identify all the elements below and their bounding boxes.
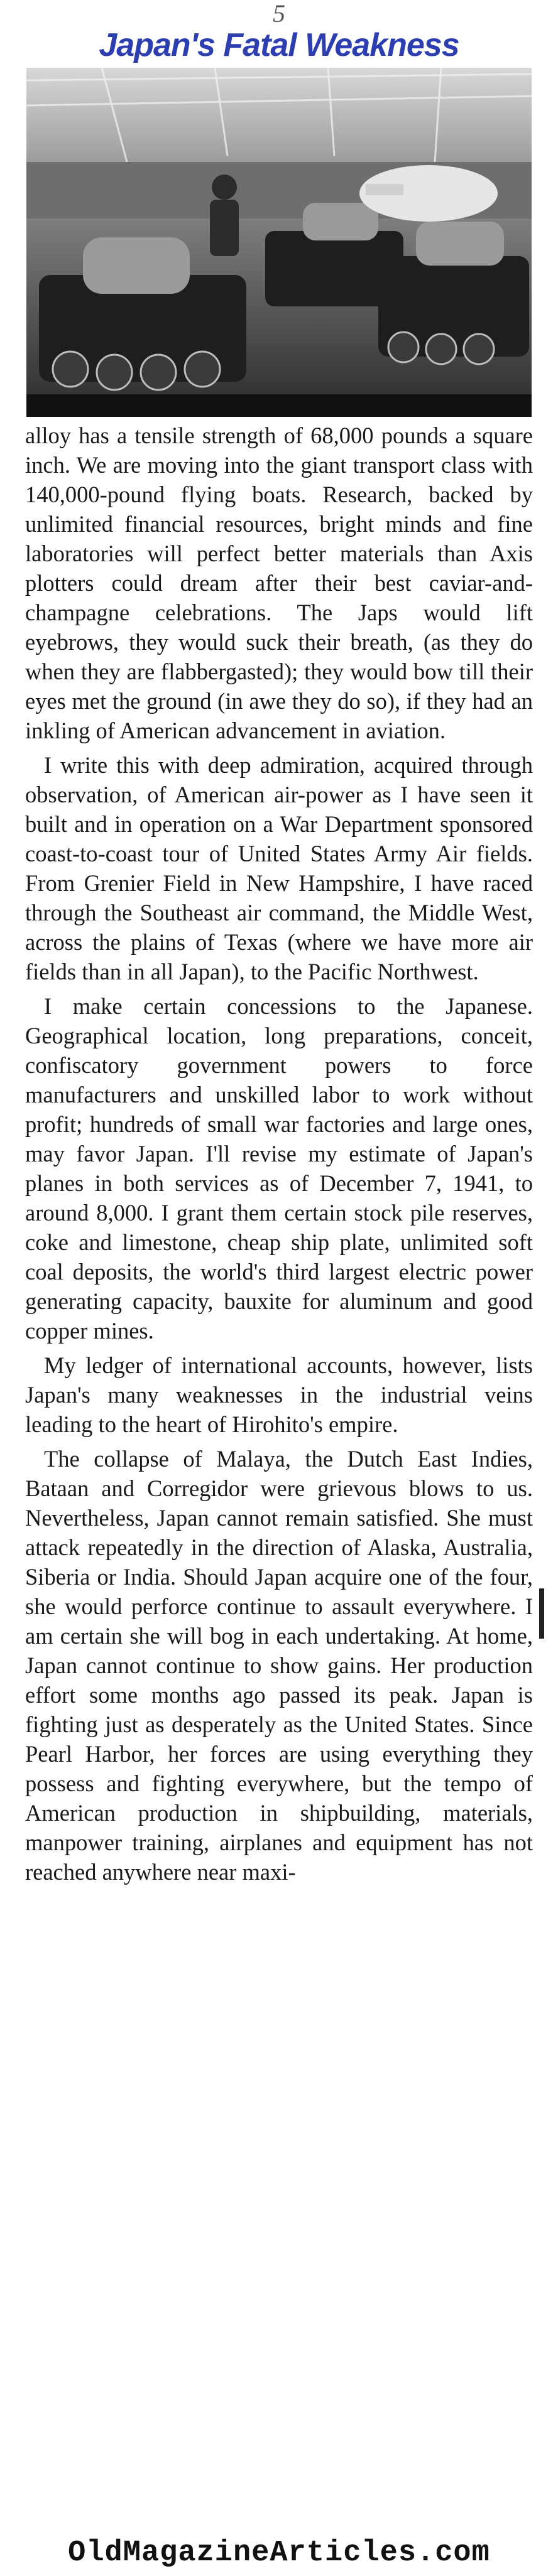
- article-paragraph: alloy has a tensile strength of 68,000 pounds a square inch. We are moving into the giant transport class with 140,000-pound flying boats. Research, backed by unlimited financial resources, bright minds and fine laboratories will perfect better materials than Axis plotters could dream after their best caviar-and-champagne celebrations. The Japs would lift eyebrows, they would suck their breath, (as they do when they are flabbergasted); they would bow till their eyes met the ground (in awe they do so), if they had an inkling of American advancement in aviation.: [25, 423, 533, 743]
- factory-tanks-photo: [26, 68, 532, 417]
- article-body: [25, 421, 533, 1892]
- page-title: Japan's Fatal Weakness: [99, 27, 459, 63]
- scan-artifact: [539, 1588, 544, 1639]
- article-paragraph: The collapse of Malaya, the Dutch East Indies, Bataan and Corregidor were grievous blows to us. Nevertheless, Japan cannot remain satisfied. She must attack repeatedly in the direction of Alaska, Australia, Siberia or India. Should Japan acquire one of the four, she would perforce continue to assault everywhere. I am certain she will bog in each undertaking. At home, Japan cannot continue to show gains. Her production effort some months ago passed its peak. Japan is fighting just as desperately as the United States. Since Pearl Harbor, her forces are using everything they possess and fighting everywhere, but the tempo of American production in shipbuilding, materials, manpower training, airplanes and equipment has not reached anywhere near maxi-: [25, 1446, 533, 1885]
- article-paragraph: I write this with deep admiration, acquired through observation, of American air-power as I have seen it built and in operation on a War Department sponsored coast-to-coast tour of United States Army Air fields. From Grenier Field in New Hampshire, I have raced through the Southeast air command, the Middle West, across the plains of Texas (where we have more air fields than in all Japan), to the Pacific Northwest.: [25, 752, 533, 984]
- page-number: 5: [273, 0, 285, 28]
- watermark-footer[interactable]: OldMagazineArticles.com: [68, 2536, 490, 2570]
- article-paragraph: I make certain concessions to the Japanese. Geographical location, long preparations, conceit, confiscatory government powers to force manufacturers and unskilled labor to work without profit; hundreds of small war factories and large ones, may favor Japan. I'll revise my estimate of Japan's planes in both services as of December 7, 1941, to around 8,000. I grant them certain stock pile reserves, coke and limestone, cheap ship plate, unlimited soft coal deposits, the world's third largest electric power generating capacity, bauxite for aluminum and good copper mines.: [25, 993, 533, 1344]
- article-paragraph: My ledger of international accounts, however, lists Japan's many weaknesses in the industrial veins leading to the heart of Hirohito's empire.: [25, 1352, 533, 1437]
